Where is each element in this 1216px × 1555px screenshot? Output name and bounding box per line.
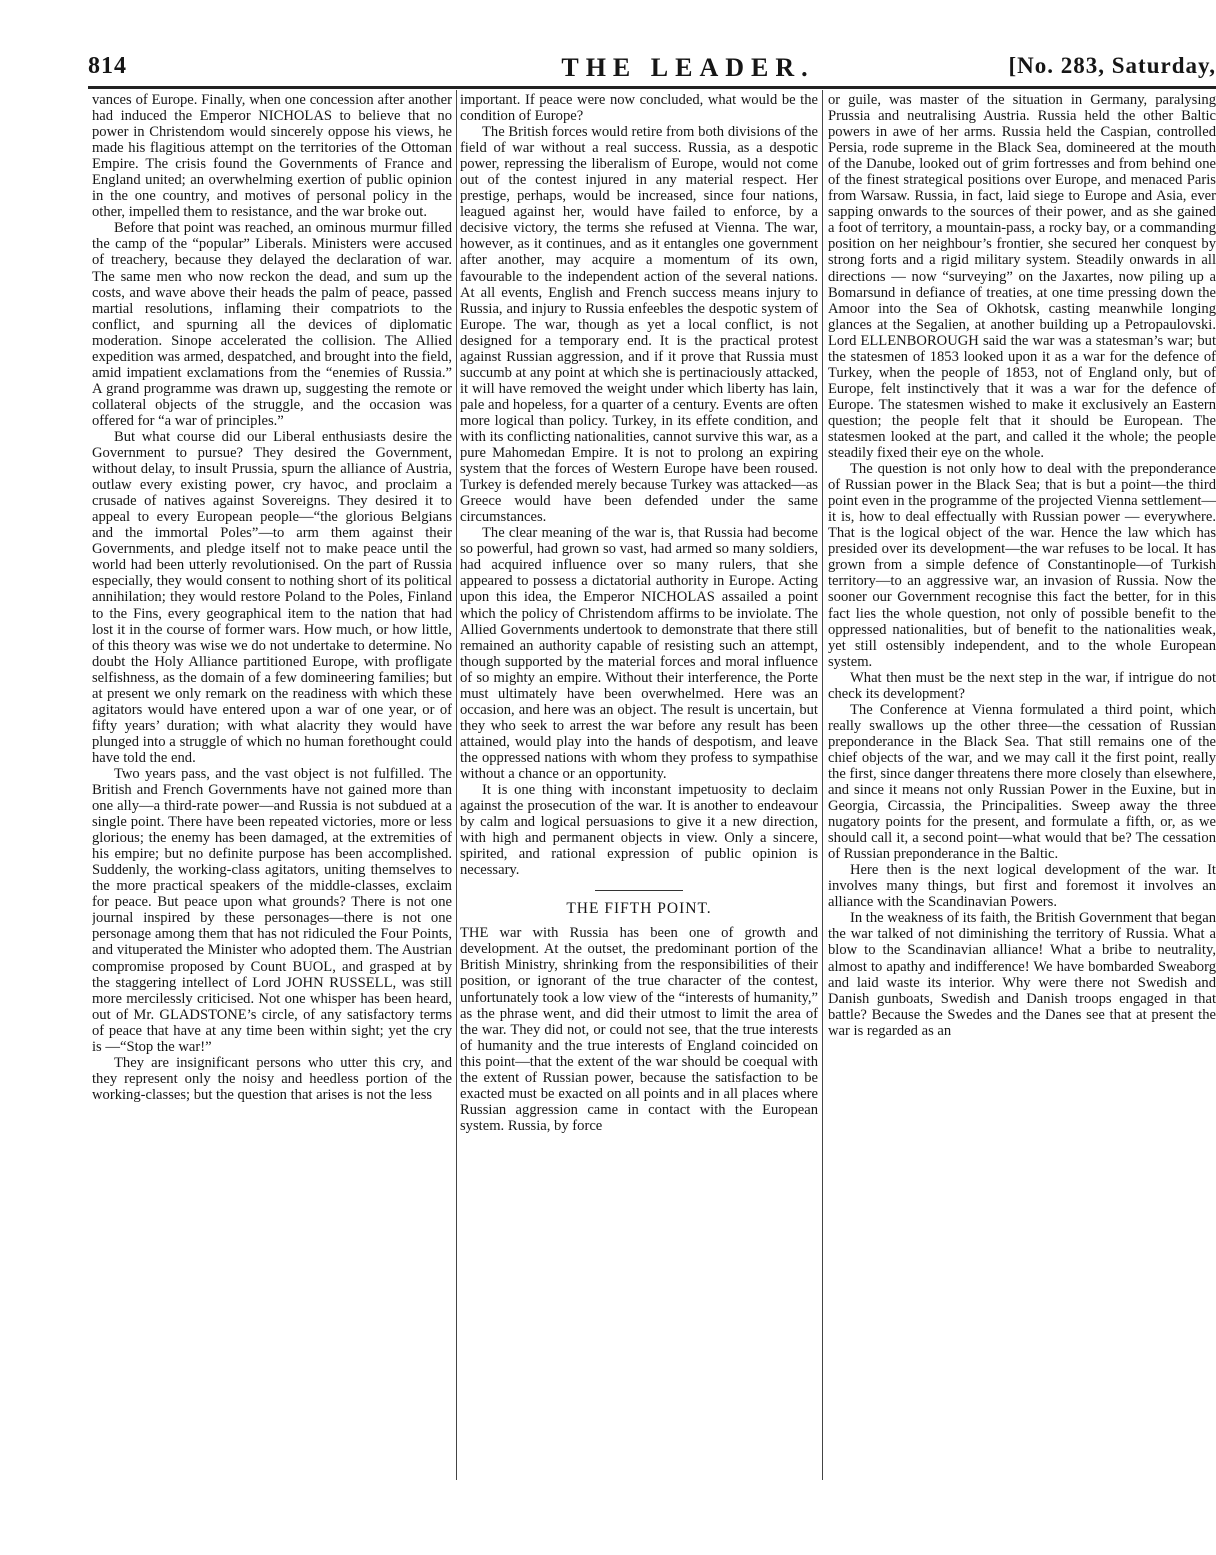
paragraph: The British forces would retire from both divisions of the field of war without a real success. Russia, as a despotic power, repressing the liberalism of Europe, would not come out of the contest injured in any material respect. Her prestige, perhaps, would be increased, since four nations, leagued against her, would have failed to enforce, by a decisive victory, the terms she refused at Vienna. The war, however, as it continues, and as it entangles one government after another, may acquire a momentum of its own, favourable to the independent action of the several nations. At all events, English and French success means injury to Russia, and injury to Russia enfeebles the despotic system of Europe. The war, though as yet a local conflict, is not designed for a temporary end. It is the practical protest against Russian aggression, and if it prove that Russia must succumb at any point at which she is pertinaciously attacked, it will have removed the weight under which liberty has lain, pale and hopeless, for a quarter of a century. Events are often more logical than policy. Turkey, in its effete condition, and with its conflicting nationalities, cannot survive this war, as a pure Mahomedan Empire. It is not to prolong an expiring system that the forces of Western Europe have been roused. Turkey is defended merely because Turkey was attacked—as Greece would have been defended under the same circumstances. <box>460 124 818 526</box>
paragraph: Two years pass, and the vast object is not fulfilled. The British and French Governments have not gained more than one ally—a third-rate power—and Russia is not subdued at a single point. There have been repeated victories, more or less glorious; the enemy has been damaged, at the extremities of his empire; but no definite purpose has been accomplished. Suddenly, the working-class agitators, uniting themselves to the more practical speakers of the middle-classes, exclaim for peace. But peace upon what grounds? There is not one journal inspired by these personages—there is not one personage among them that has not ridiculed the Four Points, and vituperated the Minister who adopted them. The Austrian compromise proposed by Count BUOL, and grasped at by the staggering intellect of Lord JOHN RUSSELL, was still more mercilessly criticised. Not one whisper has been heard, out of Mr. GLADSTONE’s circle, of any satisfactory terms of peace that have at any time been within sight; yet the cry is —“Stop the war!” <box>92 765 452 1055</box>
paragraph: Here then is the next logical development of the war. It involves many things, but first and foremost it involves an alliance with the Scandinavian Powers. <box>828 862 1216 911</box>
header-rule <box>88 86 1216 89</box>
column-2 <box>460 92 818 1487</box>
paragraph: important. If peace were now concluded, what would be the condition of Europe? <box>460 92 818 125</box>
column-1 <box>92 92 452 1487</box>
paragraph: THE war with Russia has been one of growth and development. At the outset, the predominant portion of the British Ministry, shrinking from the responsibilities of their position, or ignorant of the true character of the contest, unfortunately took a low view of the “interests of humanity,” as the phrase went, and did their utmost to limit the area of the war. They did not, or could not see, that the true interests of humanity and the true interests of England coincided on this point—that the extent of the war should be coequal with the extent of Russian power, because the satisfaction to be exacted must be exacted on all points and in all places where Russian aggression came in contact with the European system. Russia, by force <box>460 925 818 1134</box>
section-divider <box>595 890 683 891</box>
section-title: THE FIFTH POINT. <box>566 900 712 918</box>
paragraph: The Conference at Vienna formulated a third point, which really swallows up the other three—the cessation of Russian preponderance in the Black Sea. That still remains one of the chief objects of the war, and we may call it the first point, really the first, since danger threatens there more closely than elsewhere, and since it means not only Russian Power in the Euxine, but in Georgia, Circassia, the Principalities. Sweep away the three nugatory points for the present, and formulate a fifth, or, as we should call it, a second point—what would that be? The cessation of Russian preponderance in the Baltic. <box>828 701 1216 863</box>
paragraph: vances of Europe. Finally, when one concession after another had induced the Emperor NICHOLAS to believe that no power in Christendom would sincerely oppose his views, he made his flagitious attempt on the territories of the Ottoman Empire. The crisis found the Governments of France and England united; an overwhelming exertion of public opinion in the one country, and motives of personal policy in the other, impelled them to resistance, and the war broke out. <box>92 92 452 221</box>
paragraph: Before that point was reached, an ominous murmur filled the camp of the “popular” Liberals. Ministers were accused of treachery, because they delayed the declaration of war. The same men who now reckon the dead, and sum up the costs, and wave above their heads the palm of peace, passed martial resolutions, inflaming their compatriots to the conflict, and spurning all the devices of diplomatic moderation. Sinope accelerated the collision. The Allied expedition was armed, despatched, and brought into the field, amid impatient exclamations from the “enemies of Russia.” A grand programme was drawn up, suggesting the remote or collateral objects of the struggle, and the occasion was offered for “a war of principles.” <box>92 220 452 429</box>
masthead <box>88 50 1216 90</box>
paragraph: or guile, was master of the situation in Germany, paralysing Prussia and neutralising Austria. Russia held the other Baltic powers in awe of her arms. Russia held the Caspian, controlled Persia, rode supreme in the Black Sea, domineered at the mouth of the Danube, looked out of grim fortresses and from behind one of the finest strategical positions over Europe, and menaced Paris from Warsaw. Russia, in fact, laid siege to Europe and Asia, ever sapping onwards to the sources of their power, and as she gained a foot of territory, a mountain-pass, a rocky bay, or a commanding position on her neighbour’s frontier, she secured her conquest by strong forts and a rigid military system. Steadily onwards in all directions — now “surveying” on the Jaxartes, now piling up a Bomarsund in defiance of treaties, at one time pressing down the Amoor into the Sea of Okhotsk, casting meanwhile longing glances at the Segalien, at another building up a Petropaulovski. Lord ELLENBOROUGH said the war was a statesman’s war; but the statesmen of 1853 looked upon it as a war for the defence of Turkey, when the people of 1853, not of England only, but of Europe, felt instinctively that it was a war for the defence of Europe. The statesmen wished to make it exclusively an Eastern question; the people felt that it should be European. The statesmen looked at the part, and called it the whole; the people steadily fixed their eye on the whole. <box>828 92 1216 462</box>
paragraph: The clear meaning of the war is, that Russia had become so powerful, had grown so vast, had armed so many soldiers, had acquired influence over so many rulers, that she appeared to possess a dictatorial authority in Europe. Acting upon this idea, the Emperor NICHOLAS assailed a point which the policy of Christendom affirms to be inviolate. The Allied Governments undertook to demonstrate that there still remained an authority capable of resisting such an attempt, though supported by the material forces and moral influence of so mighty an empire. Without their interference, the Porte must ultimately have been overwhelmed. Here was an occasion, and here was an object. The result is uncertain, but they who seek to arrest the war before any result has been attained, would play into the hands of despotism, and leave the oppressed nations with whom they profess to sympathise without a chance or an opportunity. <box>460 525 818 782</box>
paragraph: They are insignificant persons who utter this cry, and they represent only the noisy and heedless portion of the working-classes; but the question that arises is not the less <box>92 1054 452 1103</box>
paragraph: What then must be the next step in the war, if intrigue do not check its development? <box>828 669 1216 702</box>
column-rule-1 <box>456 90 457 1480</box>
column-3 <box>828 92 1216 1487</box>
issue-line: [No. 283, Saturday, <box>1008 53 1216 78</box>
paper-title: THE LEADER. <box>561 53 815 82</box>
page-number: 814 <box>88 53 127 79</box>
paragraph: But what course did our Liberal enthusiasts desire the Government to pursue? They desired the Government, without delay, to insult Prussia, spurn the alliance of Austria, outlaw every existing power, cry havoc, and proclaim a crusade of natives against Sovereigns. They desired it to appeal to every European people—“the glorious Belgians and the immortal Poles”—to arm them against their Governments, and pledge itself not to make peace until the world had been utterly revolutionised. On the part of Russia especially, they would consent to nothing short of its political annihilation; they would restore Poland to the Poles, Finland to the Fins, every geographical item to the nation that had lost it in the course of former wars. How much, or how little, of this theory was wise we do not undertake to determine. No doubt the Holy Alliance partitioned Europe, with profligate selfishness, as the domain of a few domineering families; but at present we only remark on the readiness with which these agitators would have entered upon a war of one year, or of fifty years’ duration; with what alacrity they would have plunged into a struggle of which no human forethought could have told the end. <box>92 428 452 766</box>
paragraph: It is one thing with inconstant impetuosity to declaim against the prosecution of the war. It is another to endeavour by calm and logical persuasions to give it a new direction, with high and permanent objects in view. Only a sincere, spirited, and rational expression of public opinion is necessary. <box>460 782 818 879</box>
column-rule-2 <box>822 90 823 1480</box>
paragraph: In the weakness of its faith, the British Government that began the war talked of not diminishing the territory of Russia. What a blow to the Scandinavian alliance! What a bribe to neutrality, almost to apathy and indifference! We have bombarded Sweaborg and laid waste its interior. Why were there not Swedish and Danish gunboats, Swedish and Danish troops engaged in that battle? Because the Swedes and the Danes see that at present the war is regarded as an <box>828 910 1216 1039</box>
paragraph: The question is not only how to deal with the preponderance of Russian power in the Black Sea; that is but a point—the third point even in the programme of the projected Vienna settlement—it is, how to deal effectually with Russian power — everywhere. That is the logical object of the war. Hence the law which has presided over its development—the war refuses to be local. It has grown from a simple defence of Constantinople—of Turkish territory—to an aggressive war, an invasion of Russia. Now the sooner our Government recognise this fact the better, for in this fact lies the whole question, not only of possible benefit to the oppressed nationalities, but of benefit to the nationalities weak, yet still ostensibly independent, and to the whole European system. <box>828 461 1216 670</box>
